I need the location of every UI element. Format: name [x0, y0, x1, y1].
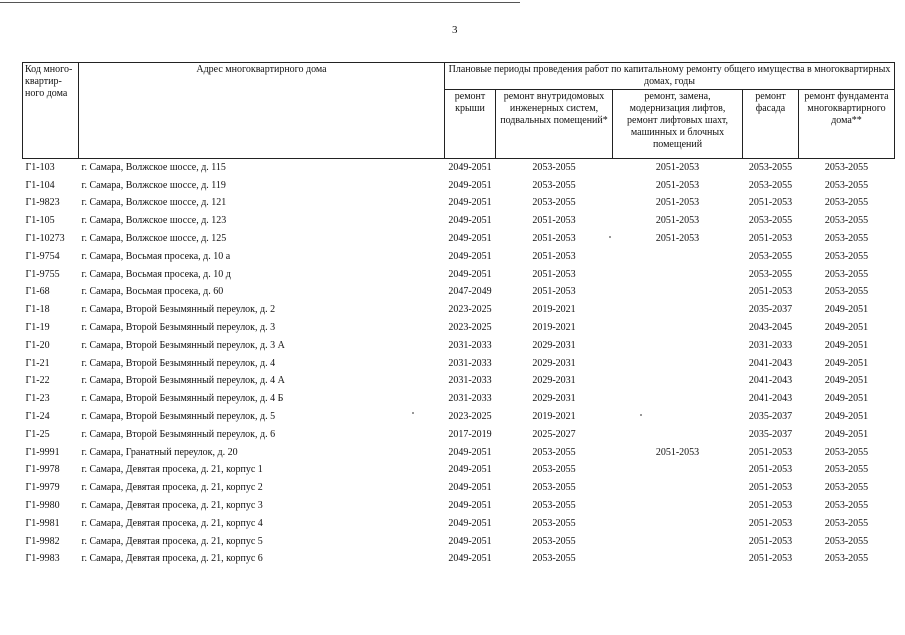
header-roof: ремонт крыши [445, 90, 496, 159]
row-lifts: 2051-2053 [655, 215, 700, 227]
row-code: Г1-9991 [25, 446, 60, 458]
row-address: г. Самара, Девятая просека, д. 21, корпус 1 [81, 464, 263, 476]
row-code: Г1-21 [25, 357, 50, 369]
row-code: Г1-103 [25, 161, 55, 173]
row-facade: 2035-2037 [748, 411, 793, 423]
table-row [23, 284, 895, 302]
table-row [23, 177, 895, 195]
row-code: Г1-9978 [25, 464, 60, 476]
row-code: Г1-9981 [25, 517, 60, 529]
row-systems: 2019-2021 [532, 322, 576, 334]
table-row [23, 551, 895, 569]
row-systems: 2053-2055 [532, 179, 576, 191]
row-foundation: 2053-2055 [824, 179, 869, 191]
row-facade: 2041-2043 [748, 393, 793, 405]
row-facade: 2053-2055 [748, 179, 793, 191]
table-row [23, 159, 895, 177]
table-header [23, 63, 895, 159]
row-systems: 2019-2021 [532, 411, 576, 423]
row-address: г. Самара, Девятая просека, д. 21, корпус 2 [81, 482, 263, 494]
table-row [23, 479, 895, 497]
row-systems: 2051-2053 [532, 286, 576, 298]
row-code: Г1-10273 [25, 233, 65, 245]
row-address: г. Самара, Второй Безымянный переулок, д. 2 [81, 304, 276, 316]
row-lifts [613, 248, 743, 266]
row-code: Г1-9755 [25, 268, 60, 280]
row-lifts [613, 551, 743, 569]
row-address: г. Самара, Девятая просека, д. 21, корпус 6 [81, 553, 263, 565]
row-roof: 2049-2051 [448, 517, 492, 529]
row-systems: 2029-2031 [532, 393, 576, 405]
row-code: Г1-9980 [25, 500, 60, 512]
row-foundation: 2053-2055 [824, 535, 869, 547]
row-lifts: 2051-2053 [655, 446, 700, 458]
row-address: г. Самара, Волжское шоссе, д. 115 [81, 161, 226, 173]
row-roof: 2031-2033 [448, 339, 492, 351]
row-facade: 2051-2053 [748, 446, 793, 458]
row-facade: 2035-2037 [748, 304, 793, 316]
row-address: г. Самара, Восьмая просека, д. 60 [81, 286, 224, 298]
row-roof: 2023-2025 [448, 322, 492, 334]
row-code: Г1-24 [25, 411, 50, 423]
row-facade: 2051-2053 [748, 233, 793, 245]
table-row [23, 319, 895, 337]
row-address: г. Самара, Восьмая просека, д. 10 а [81, 250, 231, 262]
row-lifts [613, 462, 743, 480]
table-row [23, 462, 895, 480]
row-roof: 2017-2019 [448, 428, 492, 440]
row-foundation: 2053-2055 [824, 250, 869, 262]
row-lifts: 2051-2053 [655, 233, 700, 245]
row-roof: 2023-2025 [448, 304, 492, 316]
row-lifts [613, 355, 743, 373]
table-row [23, 533, 895, 551]
row-facade: 2053-2055 [748, 161, 793, 173]
row-systems: 2053-2055 [532, 446, 576, 458]
row-lifts [613, 497, 743, 515]
row-lifts: 2051-2053 [655, 161, 700, 173]
row-systems: 2051-2053 [532, 233, 576, 245]
row-systems: 2029-2031 [532, 339, 576, 351]
row-foundation: 2049-2051 [824, 339, 869, 351]
row-roof: 2049-2051 [448, 500, 492, 512]
row-foundation: 2049-2051 [824, 304, 869, 316]
row-address: г. Самара, Волжское шоссе, д. 125 [81, 233, 227, 245]
row-foundation: 2049-2051 [824, 393, 869, 405]
row-facade: 2051-2053 [748, 197, 793, 209]
row-foundation: 2053-2055 [824, 197, 869, 209]
row-lifts: 2051-2053 [655, 179, 700, 191]
row-facade: 2051-2053 [748, 482, 793, 494]
table-row [23, 301, 895, 319]
row-address: г. Самара, Волжское шоссе, д. 119 [81, 179, 226, 191]
row-roof: 2049-2051 [448, 446, 492, 458]
row-code: Г1-9983 [25, 553, 60, 565]
row-code: Г1-9979 [25, 482, 60, 494]
row-roof: 2049-2051 [448, 250, 492, 262]
table-row [23, 444, 895, 462]
row-address: г. Самара, Девятая просека, д. 21, корпус 3 [81, 500, 263, 512]
row-roof: 2031-2033 [448, 393, 492, 405]
row-foundation: 2053-2055 [824, 286, 869, 298]
header-periods-group: Плановые периоды проведения работ по капитальному ремонту общего имущества в многоквартирных домах, годы [445, 63, 895, 90]
table-row [23, 212, 895, 230]
row-roof: 2049-2051 [448, 482, 492, 494]
row-lifts [613, 515, 743, 533]
row-address: г. Самара, Второй Безымянный переулок, д. 4 А [81, 375, 285, 387]
row-code: Г1-9982 [25, 535, 60, 547]
table-row [23, 373, 895, 391]
row-systems: 2029-2031 [532, 357, 576, 369]
row-facade: 2051-2053 [748, 517, 793, 529]
row-foundation: 2049-2051 [824, 322, 869, 334]
row-facade: 2051-2053 [748, 286, 793, 298]
row-roof: 2049-2051 [448, 268, 492, 280]
row-foundation: 2049-2051 [824, 428, 869, 440]
table-row [23, 390, 895, 408]
capital-repair-table [22, 62, 895, 568]
row-facade: 2031-2033 [748, 339, 793, 351]
row-code: Г1-25 [25, 428, 50, 440]
row-roof: 2049-2051 [448, 215, 492, 227]
row-roof: 2049-2051 [448, 161, 492, 173]
header-foundation: ремонт фундамента многоквартирного дома** [799, 90, 895, 159]
row-lifts [613, 319, 743, 337]
header-systems: ремонт внутридомовых инженерных систем, подвальных помещений* [496, 90, 613, 159]
row-foundation: 2053-2055 [824, 500, 869, 512]
row-code: Г1-20 [25, 339, 50, 351]
row-systems: 2051-2053 [532, 215, 576, 227]
table-row [23, 337, 895, 355]
row-facade: 2053-2055 [748, 268, 793, 280]
row-foundation: 2053-2055 [824, 161, 869, 173]
top-rule [0, 2, 520, 3]
row-code: Г1-104 [25, 179, 55, 191]
row-roof: 2031-2033 [448, 357, 492, 369]
row-address: г. Самара, Второй Безымянный переулок, д. 4 [81, 357, 276, 369]
row-lifts [613, 533, 743, 551]
row-code: Г1-9754 [25, 250, 60, 262]
row-lifts [613, 284, 743, 302]
header-facade: ремонт фасада [743, 90, 799, 159]
row-systems: 2053-2055 [532, 553, 576, 565]
row-foundation: 2053-2055 [824, 482, 869, 494]
row-address: г. Самара, Девятая просека, д. 21, корпус 4 [81, 517, 263, 529]
row-facade: 2043-2045 [748, 322, 793, 334]
row-foundation: 2053-2055 [824, 233, 869, 245]
row-address: г. Самара, Второй Безымянный переулок, д. 3 [81, 322, 276, 334]
row-systems: 2053-2055 [532, 517, 576, 529]
row-address: г. Самара, Восьмая просека, д. 10 д [81, 268, 231, 280]
row-code: Г1-23 [25, 393, 50, 405]
row-facade: 2051-2053 [748, 553, 793, 565]
row-systems: 2051-2053 [532, 268, 576, 280]
row-lifts [613, 301, 743, 319]
header-address: Адрес многоквартирного дома [79, 63, 445, 159]
row-foundation: 2049-2051 [824, 357, 869, 369]
row-lifts [613, 390, 743, 408]
row-roof: 2049-2051 [448, 233, 492, 245]
row-lifts [613, 337, 743, 355]
table-row [23, 515, 895, 533]
row-systems: 2053-2055 [532, 500, 576, 512]
row-facade: 2051-2053 [748, 500, 793, 512]
table-row [23, 426, 895, 444]
row-address: г. Самара, Волжское шоссе, д. 121 [81, 197, 227, 209]
row-facade: 2035-2037 [748, 428, 793, 440]
row-lifts [613, 408, 743, 426]
row-code: Г1-105 [25, 215, 55, 227]
row-lifts [613, 266, 743, 284]
row-roof: 2049-2051 [448, 197, 492, 209]
row-roof: 2031-2033 [448, 375, 492, 387]
scan-speck [640, 414, 642, 416]
row-facade: 2051-2053 [748, 464, 793, 476]
row-lifts [613, 479, 743, 497]
table-row [23, 408, 895, 426]
row-facade: 2053-2055 [748, 250, 793, 262]
row-foundation: 2049-2051 [824, 411, 869, 423]
table-row [23, 230, 895, 248]
row-address: г. Самара, Второй Безымянный переулок, д. 4 Б [81, 393, 284, 405]
row-code: Г1-19 [25, 322, 50, 334]
table-row [23, 195, 895, 213]
row-systems: 2053-2055 [532, 464, 576, 476]
row-systems: 2025-2027 [532, 428, 576, 440]
row-facade: 2041-2043 [748, 375, 793, 387]
row-foundation: 2053-2055 [824, 268, 869, 280]
row-systems: 2053-2055 [532, 197, 576, 209]
table-row [23, 497, 895, 515]
row-lifts [613, 373, 743, 391]
row-foundation: 2053-2055 [824, 464, 869, 476]
table-row [23, 355, 895, 373]
row-systems: 2019-2021 [532, 304, 576, 316]
header-lifts: ремонт, замена, модернизация лифтов, ремонт лифтовых шахт, машинных и блочных помещений [613, 90, 743, 159]
row-roof: 2047-2049 [448, 286, 492, 298]
row-address: г. Самара, Второй Безымянный переулок, д. 5 [81, 411, 276, 423]
row-code: Г1-22 [25, 375, 50, 387]
row-code: Г1-9823 [25, 197, 60, 209]
table-row [23, 248, 895, 266]
table-body [23, 159, 895, 569]
row-code: Г1-18 [25, 304, 50, 316]
row-address: г. Самара, Гранатный переулок, д. 20 [81, 446, 238, 458]
row-facade: 2051-2053 [748, 535, 793, 547]
row-address: г. Самара, Второй Безымянный переулок, д. 6 [81, 428, 276, 440]
page-number: 3 [452, 24, 458, 36]
row-lifts: 2051-2053 [655, 197, 700, 209]
row-foundation: 2049-2051 [824, 375, 869, 387]
row-lifts [613, 426, 743, 444]
row-roof: 2049-2051 [448, 179, 492, 191]
row-systems: 2029-2031 [532, 375, 576, 387]
row-systems: 2053-2055 [532, 482, 576, 494]
row-address: г. Самара, Девятая просека, д. 21, корпус 5 [81, 535, 263, 547]
row-facade: 2053-2055 [748, 215, 793, 227]
row-facade: 2041-2043 [748, 357, 793, 369]
row-foundation: 2053-2055 [824, 446, 869, 458]
row-systems: 2051-2053 [532, 250, 576, 262]
row-address: г. Самара, Второй Безымянный переулок, д. 3 А [81, 339, 285, 351]
row-roof: 2049-2051 [448, 553, 492, 565]
header-code: Код много-квартир-ного дома [23, 63, 79, 159]
row-address: г. Самара, Волжское шоссе, д. 123 [81, 215, 227, 227]
row-systems: 2053-2055 [532, 161, 576, 173]
row-roof: 2049-2051 [448, 535, 492, 547]
row-foundation: 2053-2055 [824, 553, 869, 565]
row-foundation: 2053-2055 [824, 215, 869, 227]
scan-speck [412, 412, 414, 414]
row-code: Г1-68 [25, 286, 50, 298]
scan-speck [609, 236, 611, 238]
table-row [23, 266, 895, 284]
row-roof: 2049-2051 [448, 464, 492, 476]
row-foundation: 2053-2055 [824, 517, 869, 529]
row-roof: 2023-2025 [448, 411, 492, 423]
row-systems: 2053-2055 [532, 535, 576, 547]
